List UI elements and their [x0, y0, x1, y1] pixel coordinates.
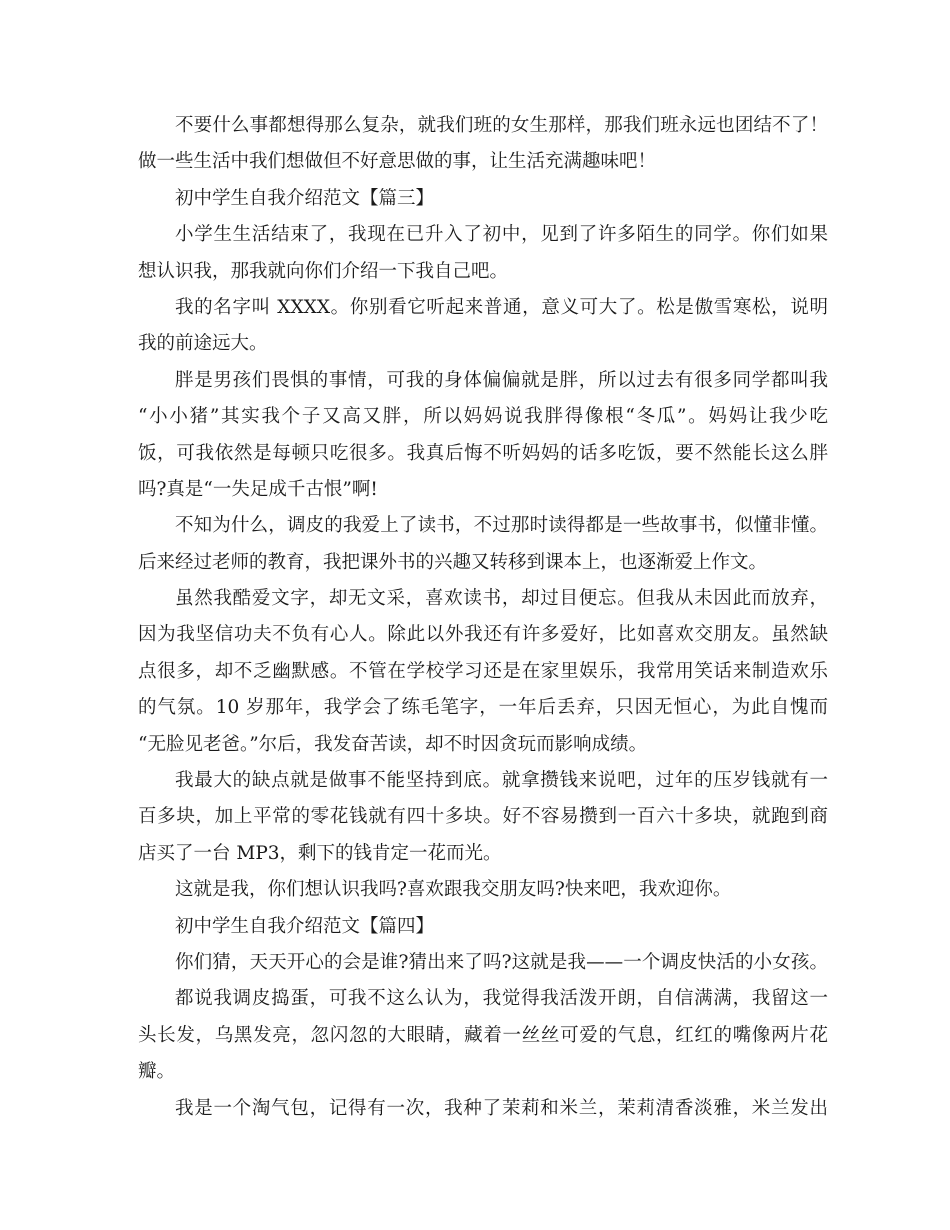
- document-body: [138, 108, 828, 1127]
- text-line: 想认识我，那我就向你们介绍一下我自己吧。: [138, 260, 509, 282]
- text-line: 做一些生活中我们想做但不好意思做的事，让生活充满趣味吧！: [138, 151, 657, 173]
- text-line: 不知为什么，调皮的我爱上了读书，不过那时读得都是一些故事书，似懂非懂。: [175, 515, 828, 537]
- text-line: 后来经过老师的教育，我把课外书的兴趣又转移到课本上，也逐渐爱上作文。: [138, 551, 768, 573]
- text-line: 你们猜，天天开心的会是谁?猜出来了吗?这就是我——一个调皮快活的小女孩。: [175, 951, 828, 973]
- text-line: 点很多，却不乏幽默感。不管在学校学习还是在家里娱乐，我常用笑话来制造欢乐: [138, 660, 828, 682]
- text-line: 都说我调皮捣蛋，可我不这么认为，我觉得我活泼开朗，自信满满，我留这一: [175, 988, 828, 1010]
- text-line: 我是一个淘气包，记得有一次，我种了茉莉和米兰，茉莉清香淡雅，米兰发出: [175, 1097, 828, 1119]
- text-line: 吗?真是“一失足成千古恨”啊!: [138, 478, 378, 500]
- text-line: 因为我坚信功夫不负有心人。除此以外我还有许多爱好，比如喜欢交朋友。虽然缺: [138, 624, 828, 646]
- text-line: 初中学生自我介绍范文【篇四】: [175, 915, 435, 937]
- text-line: “无脸见老爸。”尔后，我发奋苦读，却不时因贪玩而影响成绩。: [138, 733, 648, 755]
- text-line: “小小猪”其实我个子又高又胖，所以妈妈说我胖得像根“冬瓜”。妈妈让我少吃: [138, 406, 828, 428]
- text-line: 饭，可我依然是每顿只吃很多。我真后悔不听妈妈的话多吃饭，要不然能长这么胖: [138, 442, 828, 464]
- text-line: 我的名字叫 XXXX。你别看它听起来普通，意义可大了。松是傲雪寒松，说明: [175, 296, 828, 318]
- text-line: 店买了一台 MP3，剩下的钱肯定一花而光。: [138, 842, 502, 864]
- text-line: 瓣。: [138, 1061, 176, 1083]
- text-line: 头长发，乌黑发亮，忽闪忽的大眼睛，藏着一丝丝可爱的气息，红红的嘴像两片花: [138, 1024, 828, 1046]
- text-line: 我最大的缺点就是做事不能坚持到底。就拿攒钱来说吧，过年的压岁钱就有一: [175, 770, 828, 792]
- text-line: 的气氛。10 岁那年，我学会了练毛笔字，一年后丢弃，只因无恒心，为此自愧而: [138, 697, 828, 719]
- text-line: 不要什么事都想得那么复杂，就我们班的女生那样，那我们班永远也团结不了！: [175, 115, 828, 136]
- text-line: 虽然我酷爱文字，却无文采，喜欢读书，却过目便忘。但我从未因此而放弃，: [175, 588, 828, 610]
- text-line: 百多块，加上平常的零花钱就有四十多块。好不容易攒到一百六十多块，就跑到商: [138, 806, 828, 828]
- text-line: 小学生生活结束了，我现在已升入了初中，见到了许多陌生的同学。你们如果: [175, 224, 828, 246]
- text-line: 胖是男孩们畏惧的事情，可我的身体偏偏就是胖，所以过去有很多同学都叫我: [175, 369, 828, 391]
- text-line: 这就是我，你们想认识我吗?喜欢跟我交朋友吗?快来吧，我欢迎你。: [175, 879, 732, 901]
- text-line: 初中学生自我介绍范文【篇三】: [175, 187, 435, 209]
- text-line: 我的前途远大。: [138, 333, 268, 355]
